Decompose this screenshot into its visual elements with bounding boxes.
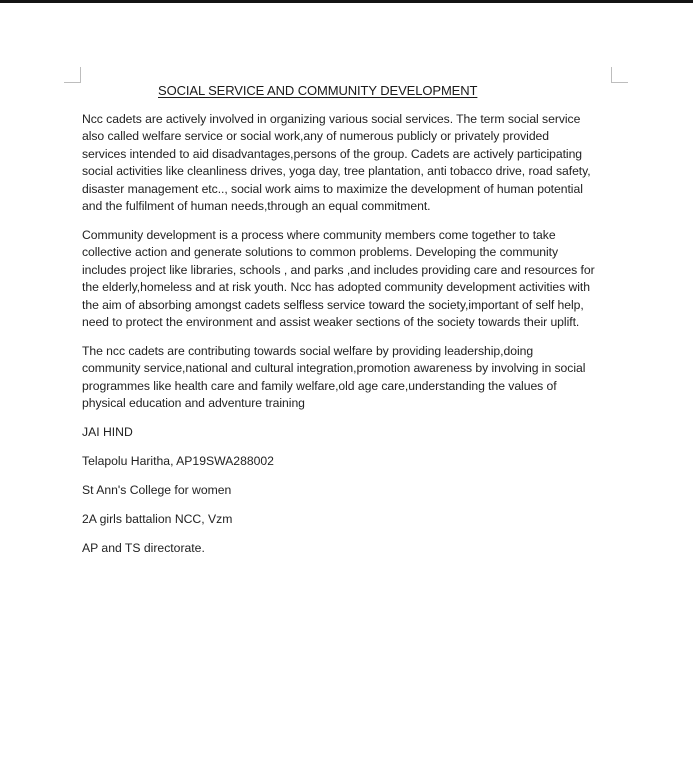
text-line: also called welfare service or social work,any of numerous publicly or privately provided	[82, 129, 550, 144]
text-line: social activities like cleanliness drives, yoga day, tree plantation, anti tobacco drive, road safety,	[82, 164, 591, 179]
text-line: the aim of absorbing amongst cadets selfless service toward the society,important of self help,	[82, 297, 584, 312]
text-line: services intended to aid disadvantages,persons of the group. Cadets are actively participating	[82, 146, 583, 161]
page-margin-corner-mark-left	[64, 67, 81, 83]
text-line: the elderly,homeless and at risk youth. Ncc has adopted community development activities with	[82, 280, 590, 295]
signature-battalion: 2A girls battalion NCC, Vzm	[82, 511, 233, 526]
paragraph-social-welfare	[82, 343, 622, 413]
signature-college: St Ann's College for women	[82, 482, 232, 497]
text-line: includes project like libraries, schools , and parks ,and includes providing care and resources for	[82, 262, 595, 277]
text-line: Community development is a process where community members come together to take	[82, 227, 556, 242]
text-line: collective action and generate solutions to common problems. Developing the community	[82, 245, 559, 260]
text-line: Ncc cadets are actively involved in organizing various social services. The term social service	[82, 112, 581, 126]
paragraph-social-service	[82, 111, 622, 215]
text-line: need to protect the environment and assist weaker sections of the society towards their uplift.	[82, 314, 580, 329]
signature-directorate: AP and TS directorate.	[82, 540, 205, 555]
paragraph-community-development	[82, 227, 622, 331]
text-line: physical education and adventure training	[82, 396, 305, 411]
text-line: community service,national and cultural integration,promotion awareness by involving in social	[82, 361, 586, 376]
page-margin-corner-mark-right	[611, 67, 628, 83]
document-page	[82, 83, 622, 569]
text-line: The ncc cadets are contributing towards social welfare by providing leadership,doing	[82, 343, 534, 358]
signature-jai-hind: JAI HIND	[82, 425, 133, 439]
document-title: SOCIAL SERVICE AND COMMUNITY DEVELOPMENT	[158, 83, 478, 98]
text-line: and the fulfilment of human needs,through an equal commitment.	[82, 199, 431, 214]
signature-name-id: Telapolu Haritha, AP19SWA288002	[82, 453, 274, 468]
top-status-bar	[0, 0, 693, 3]
text-line: disaster management etc.., social work aims to maximize the development of human potential	[82, 181, 583, 196]
text-line: programmes like health care and family welfare,old age care,understanding the values of	[82, 378, 557, 393]
